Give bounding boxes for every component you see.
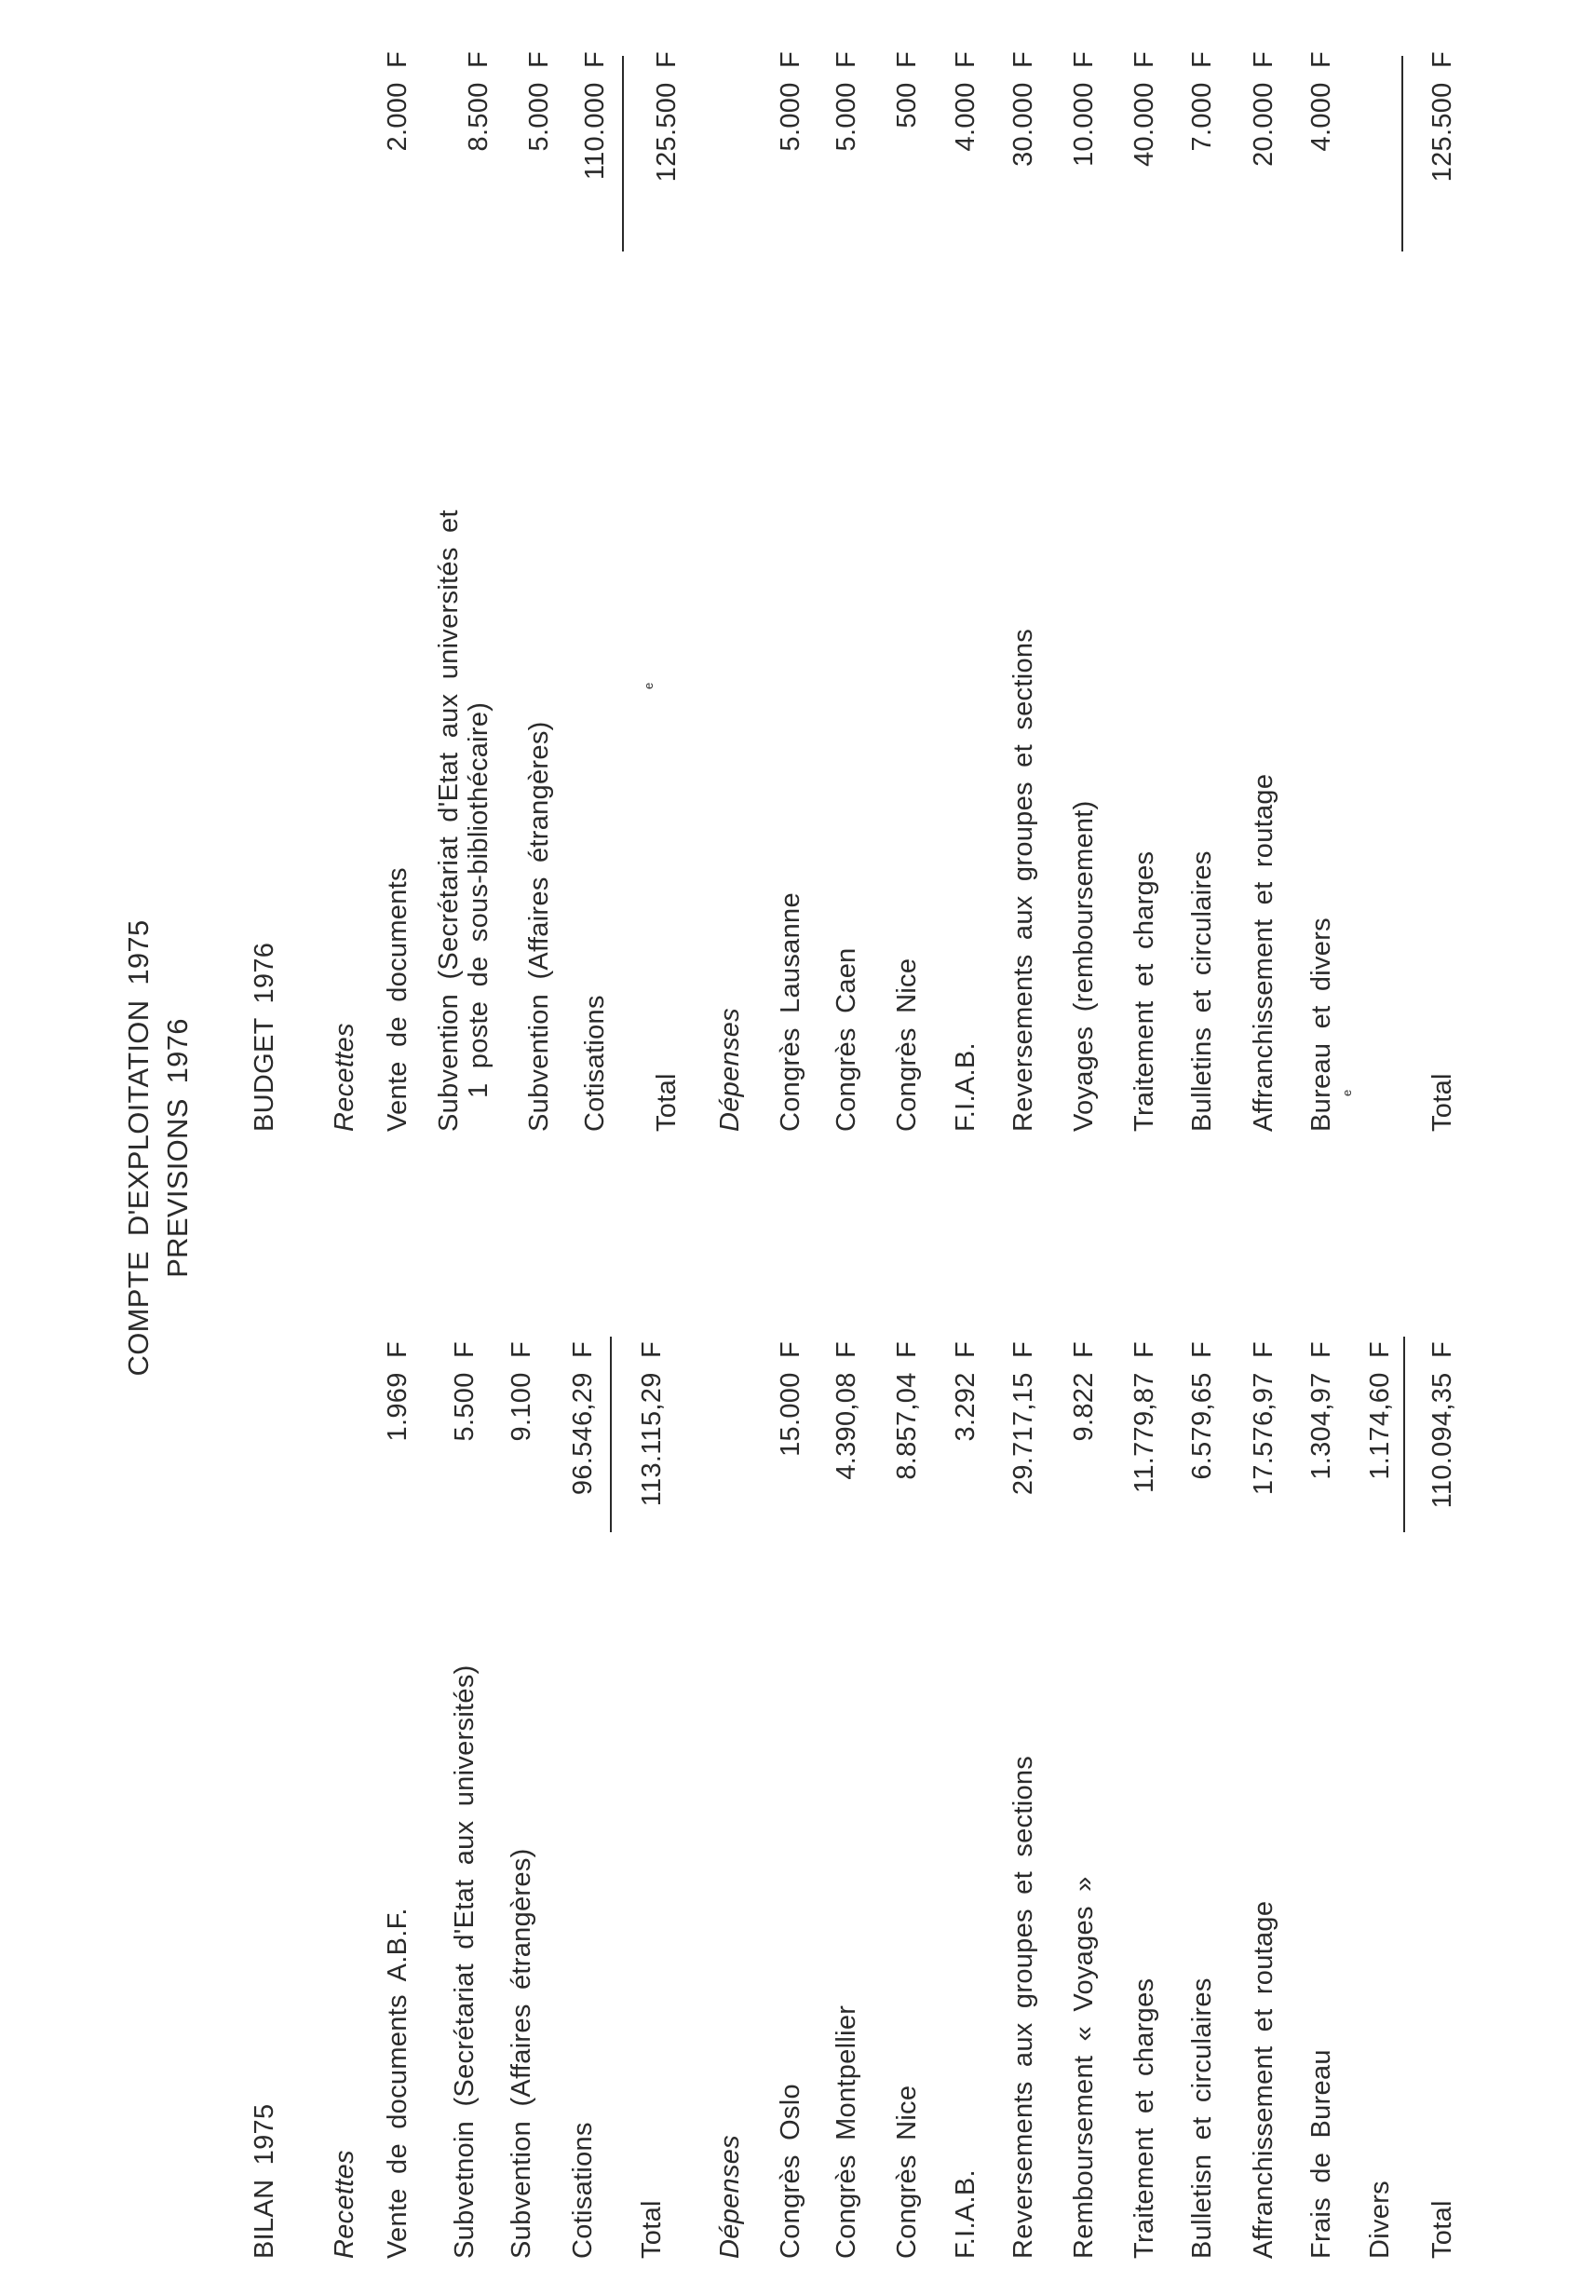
bilan-recette-amount: 9.100 F [507,1341,536,1442]
bilan-depense-label: Bulletisn et circulaires [1187,1977,1217,2259]
document-subtitle: PREVISIONS 1976 [161,1018,194,1278]
bilan-recettes-total-rule [610,1337,612,1532]
bilan-depense-label: Reversements aux groupes et sections [1008,1755,1038,2259]
bilan-recette-amount: 5.500 F [450,1341,480,1442]
bilan-depense-amount: 3.292 F [951,1341,981,1442]
bilan-depense-amount: 11.779,87 F [1129,1341,1159,1493]
bilan-depense-label: Congrès Oslo [776,2084,805,2259]
budget-depense-label: Voyages (remboursement) [1069,800,1099,1132]
budget-depenses-total-amount: 125.500 F [1427,51,1457,183]
budget-depense-amount: 40.000 F [1129,51,1159,167]
budget-recette-amount: 5.000 F [524,51,554,152]
budget-depense-label: Congrès Lausanne [776,892,805,1132]
bilan-depense-label: Divers [1365,2181,1395,2259]
budget-recette-amount: 8.500 F [464,51,494,152]
bilan-depense-amount: 1.174,60 F [1365,1341,1395,1480]
bilan-depense-label: Congrès Nice [892,2085,922,2259]
bilan-depenses-total-amount: 110.094,35 F [1427,1341,1457,1509]
budget-recette-label: Subvention (Affaires étrangères) [524,721,554,1132]
bilan-depense-amount: 29.717,15 F [1008,1341,1038,1496]
bilan-recette-label: Subvetnoin (Secrétariat d'Etat aux universités) [450,1664,480,2259]
budget-depense-label: Affranchissement et routage [1249,773,1278,1132]
budget-recettes-total-amount: 125.500 F [652,51,682,183]
budget-depense-amount: 4.000 F [1306,51,1336,152]
stray-mark: e [1340,1089,1354,1096]
budget-recette-amount: 2.000 F [383,51,413,152]
budget-recette-amount: 110.000 F [580,51,610,181]
bilan-depense-label: Traitement et charges [1129,1977,1159,2259]
budget-depense-amount: 4.000 F [951,51,981,152]
bilan-depense-amount: 15.000 F [776,1341,805,1457]
bilan-depense-label: Remboursement « Voyages » [1069,1876,1099,2259]
bilan-depense-amount: 6.579,65 F [1187,1341,1217,1480]
budget-recettes-total-label: Total [652,1073,682,1132]
bilan-heading: BILAN 1975 [250,2103,279,2259]
bilan-depense-amount: 8.857,04 F [892,1341,922,1480]
bilan-recette-amount: 96.546,29 F [568,1341,598,1496]
budget-recette-label: Cotisations [580,995,610,1132]
bilan-recettes-total-label: Total [637,2200,667,2259]
bilan-recette-amount: 1.969 F [383,1341,413,1442]
bilan-depenses-total-label: Total [1427,2200,1457,2259]
budget-recette-label-continuation: 1 poste de sous-bibliothécaire) [464,701,494,1098]
bilan-depense-amount: 4.390,08 F [832,1341,861,1480]
budget-recettes-heading: Recettes [330,1023,359,1132]
stray-mark: e [642,682,656,689]
budget-depense-amount: 5.000 F [832,51,861,152]
bilan-depense-label: F.I.A.B. [951,2169,981,2259]
budget-depense-amount: 30.000 F [1008,51,1038,167]
bilan-recette-label: Subvention (Affaires étrangères) [507,1848,536,2259]
budget-depense-label: F.I.A.B. [951,1042,981,1132]
bilan-recette-label: Cotisations [568,2122,598,2259]
budget-depense-amount: 20.000 F [1249,51,1278,167]
budget-recette-label: Subvention (Secrétariat d'Etat aux universités et [434,509,464,1132]
bilan-depense-amount: 9.822 F [1069,1341,1099,1442]
budget-depense-amount: 5.000 F [776,51,805,152]
budget-recettes-total-rule [622,56,624,251]
bilan-depense-label: Affranchissement et routage [1249,1900,1278,2259]
bilan-depense-label: Congrès Montpellier [832,2004,861,2259]
budget-depense-label: Bureau et divers [1306,917,1336,1132]
budget-depense-label: Congrès Caen [832,947,861,1132]
budget-depense-label: Traitement et charges [1129,850,1159,1132]
bilan-depense-label: Frais de Bureau [1306,2049,1336,2259]
budget-depenses-total-rule [1401,56,1403,251]
bilan-depenses-heading: Dépenses [715,2135,745,2259]
budget-depenses-total-label: Total [1427,1073,1457,1132]
bilan-recettes-total-amount: 113.115,29 F [637,1341,667,1507]
budget-depense-label: Congrès Nice [892,958,922,1132]
budget-depense-amount: 500 F [892,51,922,129]
budget-heading: BUDGET 1976 [250,942,279,1132]
budget-depense-label: Bulletins et circulaires [1187,850,1217,1132]
budget-recette-label: Vente de documents [383,867,413,1132]
budget-depense-amount: 7.000 F [1187,51,1217,152]
budget-depense-amount: 10.000 F [1069,51,1099,167]
document-title: COMPTE D'EXPLOITATION 1975 [122,919,155,1377]
bilan-depenses-total-rule [1403,1337,1405,1532]
bilan-recettes-heading: Recettes [330,2150,359,2259]
bilan-recette-label: Vente de documents A.B.F. [383,1908,413,2259]
bilan-depense-amount: 17.576,97 F [1249,1341,1278,1496]
budget-depenses-heading: Dépenses [715,1008,745,1132]
budget-depense-label: Reversements aux groupes et sections [1008,628,1038,1132]
bilan-depense-amount: 1.304,97 F [1306,1341,1336,1480]
